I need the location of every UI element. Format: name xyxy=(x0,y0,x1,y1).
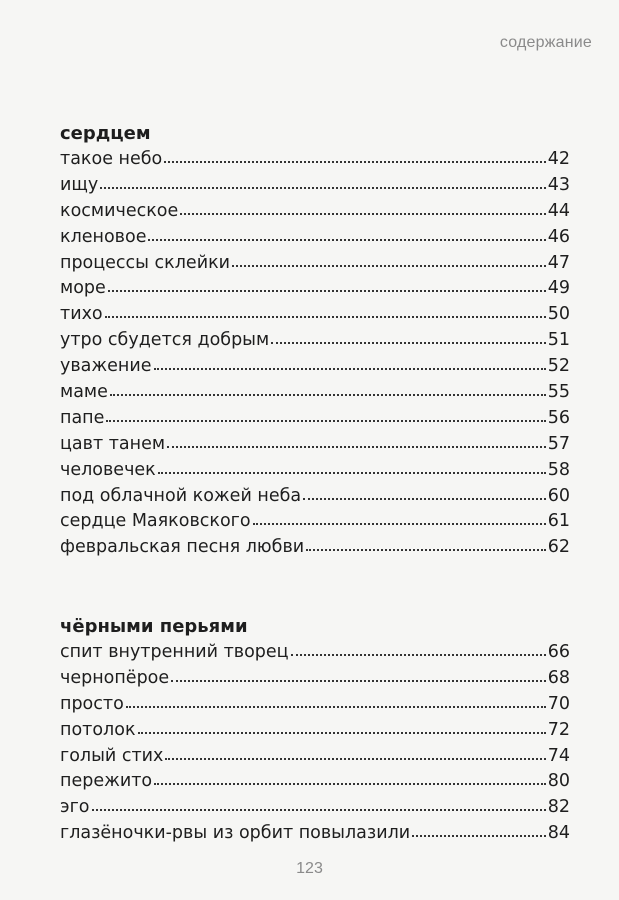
dot-leader xyxy=(253,523,546,525)
toc-entry xyxy=(60,147,570,173)
toc-entry-page: 55 xyxy=(547,382,570,403)
running-header: содержание xyxy=(499,34,592,51)
dot-leader xyxy=(167,446,546,448)
toc-entry-title: потолок xyxy=(60,719,136,740)
toc-entry-title: сердце Маяковского xyxy=(60,511,251,532)
dot-leader xyxy=(165,758,545,760)
toc-entry xyxy=(60,795,570,821)
toc-entry-page: 52 xyxy=(547,356,570,377)
dot-leader xyxy=(171,680,546,682)
dot-leader xyxy=(303,498,546,500)
toc-entry-page: 43 xyxy=(547,174,570,195)
toc-entry xyxy=(60,173,570,199)
toc-entry-page: 66 xyxy=(547,642,570,662)
toc-entry xyxy=(60,744,570,770)
toc-entry xyxy=(60,406,570,432)
toc-entry-title: маме xyxy=(60,382,108,403)
toc-entry-page: 42 xyxy=(547,149,570,169)
toc-entry-title: цавт танем xyxy=(60,433,166,454)
toc-entry-page: 68 xyxy=(547,667,570,688)
toc-entry-title: спит внутренний творец xyxy=(60,642,289,662)
toc-entry-title: человечек xyxy=(60,459,156,480)
toc-entry xyxy=(60,328,570,354)
toc-entries xyxy=(60,640,570,847)
toc-entry-title: папе xyxy=(60,407,105,428)
dot-leader xyxy=(154,368,546,370)
toc-entry-page: 44 xyxy=(547,200,570,221)
toc-entry xyxy=(60,692,570,718)
toc-entry-page: 49 xyxy=(547,278,570,299)
toc-entry-title: просто xyxy=(60,693,124,714)
toc-entry-page: 47 xyxy=(547,252,570,273)
toc-entry xyxy=(60,821,570,847)
toc-entry-title: такое небо xyxy=(60,149,163,169)
toc-entries xyxy=(60,147,570,561)
dot-leader xyxy=(92,809,546,811)
toc-entry-page: 70 xyxy=(547,693,570,714)
dot-leader xyxy=(126,706,546,708)
toc-entry-title: космическое xyxy=(60,200,179,221)
toc-entry-page: 61 xyxy=(547,511,570,532)
section-title: чёрными перьями xyxy=(60,616,248,637)
toc-entry xyxy=(60,251,570,277)
toc-entry-page: 82 xyxy=(547,797,570,818)
toc-entry-page: 46 xyxy=(547,226,570,247)
toc-entry xyxy=(60,718,570,744)
toc-entry-page: 58 xyxy=(547,459,570,480)
toc-entry xyxy=(60,225,570,251)
toc-section-serdtsem xyxy=(60,120,570,561)
toc-entry-page: 51 xyxy=(547,330,570,351)
section-title: сердцем xyxy=(60,123,151,144)
toc-entry-page: 80 xyxy=(547,771,570,792)
dot-leader xyxy=(154,783,546,785)
dot-leader xyxy=(148,239,545,241)
dot-leader xyxy=(291,654,546,656)
toc-entry xyxy=(60,484,570,510)
toc-entry-title: пережито xyxy=(60,771,153,792)
toc-entry-title: кленовое xyxy=(60,226,147,247)
dot-leader xyxy=(232,265,546,267)
toc-entry-title: процессы склейки xyxy=(60,252,231,273)
toc-entry xyxy=(60,380,570,406)
toc-entry xyxy=(60,509,570,535)
toc-entry-title: море xyxy=(60,278,106,299)
toc-entry xyxy=(60,666,570,692)
toc-entry-title: эго xyxy=(60,797,90,818)
toc-entry-title: под облачной кожей неба xyxy=(60,485,302,506)
toc-entry-title: голый стих xyxy=(60,745,164,766)
toc-entry-title: утро сбудется добрым xyxy=(60,330,270,351)
dot-leader xyxy=(180,213,545,215)
toc-entry-page: 57 xyxy=(547,433,570,454)
toc-entry-page: 60 xyxy=(547,485,570,506)
toc-section-chernymi-perjami xyxy=(60,613,570,847)
toc-entry-title: февральская песня любви xyxy=(60,537,305,558)
toc-entry xyxy=(60,199,570,225)
dot-leader xyxy=(306,549,546,551)
dot-leader xyxy=(164,161,545,163)
dot-leader xyxy=(158,472,546,474)
toc-entry xyxy=(60,302,570,328)
dot-leader xyxy=(138,732,546,734)
dot-leader xyxy=(110,394,546,396)
page-number: 123 xyxy=(296,860,323,877)
dot-leader xyxy=(271,342,546,344)
toc-entry-page: 72 xyxy=(547,719,570,740)
toc-entry xyxy=(60,354,570,380)
toc-entry xyxy=(60,769,570,795)
toc-entry-title: глазёночки-рвы из орбит повылазили xyxy=(60,823,411,844)
toc-entry-title: уважение xyxy=(60,356,152,377)
toc-entry-page: 56 xyxy=(547,407,570,428)
toc-entry-page: 50 xyxy=(547,304,570,325)
dot-leader xyxy=(106,420,545,422)
toc-entry xyxy=(60,535,570,561)
toc-entry xyxy=(60,276,570,302)
toc-entry xyxy=(60,458,570,484)
toc-entry-page: 84 xyxy=(547,823,570,844)
dot-leader xyxy=(105,316,546,318)
toc-entry-page: 62 xyxy=(547,537,570,558)
toc-entry-title: чернопёрое xyxy=(60,667,170,688)
dot-leader xyxy=(100,187,546,189)
toc-entry xyxy=(60,640,570,666)
toc-entry xyxy=(60,432,570,458)
toc-entry-page: 74 xyxy=(547,745,570,766)
dot-leader xyxy=(412,835,546,837)
toc-entry-title: ищу xyxy=(60,174,99,195)
toc-entry-title: тихо xyxy=(60,304,103,325)
dot-leader xyxy=(108,290,546,292)
